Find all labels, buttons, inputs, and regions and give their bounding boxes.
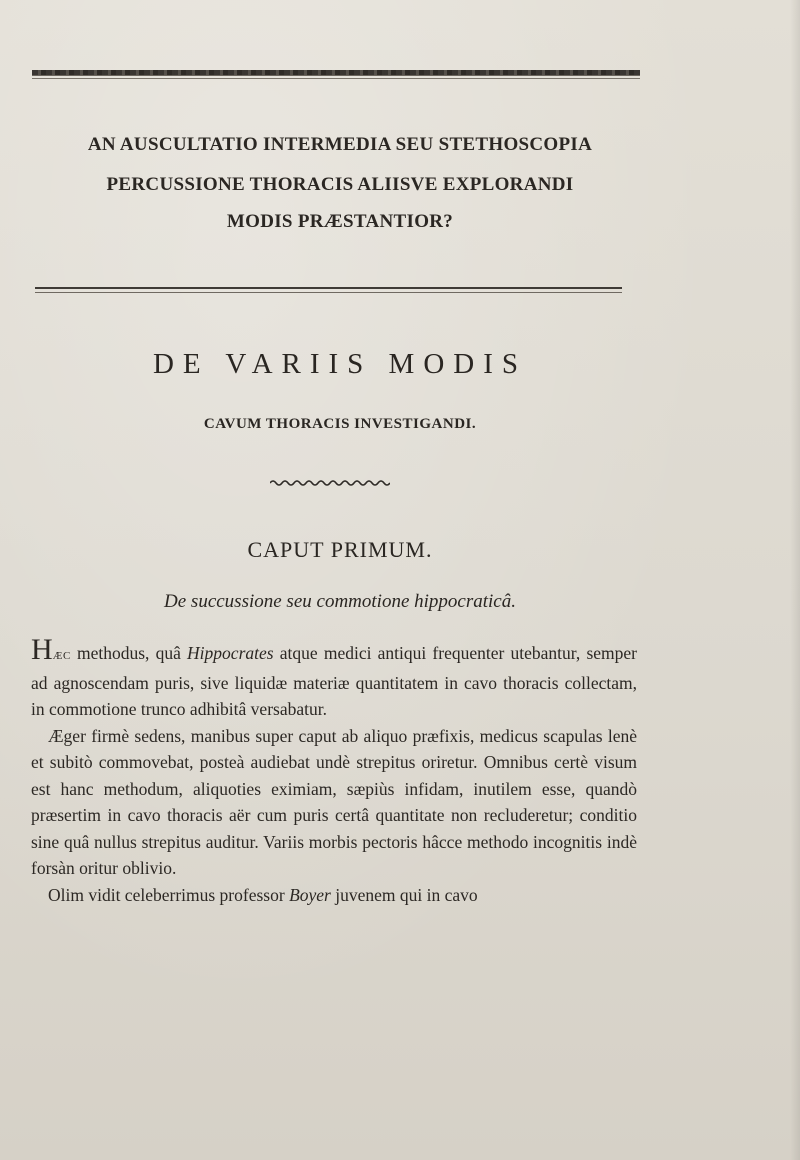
- wavy-ornament: [270, 479, 390, 487]
- paragraph-1-text-b: atque medici antiqui frequenter utebantur, semper ad agnoscendam puris, sive liquidæ materiæ quantitatem in cavo thoracis collectam, in commotione trunco adhibitâ versabatur.: [31, 643, 637, 719]
- page-edge-shadow: [790, 0, 800, 1160]
- section-title: DE VARIIS MODIS: [152, 348, 528, 380]
- paragraph-1-text-a: methodus, quâ: [70, 643, 188, 663]
- author-name-hippocrates: Hippocrates: [187, 643, 274, 663]
- section-divider-rule: [35, 287, 622, 289]
- paragraph-3-text-a: Olim vidit celeberrimus professor: [48, 884, 290, 905]
- top-decorative-rule: [32, 70, 640, 76]
- question-title-line-3: MODIS PRÆSTANTIOR?: [226, 211, 454, 232]
- drop-cap: H: [31, 633, 53, 666]
- chapter-title: CAPUT PRIMUM.: [247, 537, 433, 562]
- section-subtitle: CAVUM THORACIS INVESTIGANDI.: [203, 416, 477, 432]
- section-divider-thin-rule: [35, 292, 622, 293]
- question-title-line-2: PERCUSSIONE THORACIS ALIISVE EXPLORANDI: [106, 174, 574, 195]
- paragraph-3: [31, 882, 637, 909]
- small-caps-text: ÆC: [52, 650, 71, 662]
- author-name-boyer: Boyer: [289, 884, 331, 905]
- chapter-subtitle: De succussione seu commotione hippocraticâ.: [164, 591, 516, 612]
- paragraph-2: Æger firmè sedens, manibus super caput ab aliquo præfixis, medicus scapulas lenè et subitò commovebat, posteà audiebat undè strepitus oriretur. Omnibus certè visum est hanc methodum, aliquoties eximiam, sæpiùs infidam, inutilem esse, quandò præsertim in cavo thoracis aër cum puris certâ quantitate non recluderetur; conditio sine quâ nullus strepitus auditur. Variis morbis pectoris hâcce methodo incognitis indè forsàn oritur oblivio.: [31, 725, 637, 878]
- question-title-line-1: AN AUSCULTATIO INTERMEDIA SEU STETHOSCOPIA: [87, 134, 593, 155]
- body-text: [31, 633, 637, 908]
- top-thin-rule: [32, 78, 640, 79]
- paragraph-1: [31, 633, 637, 723]
- paragraph-3-text-b: juvenem qui in cavo: [330, 884, 478, 905]
